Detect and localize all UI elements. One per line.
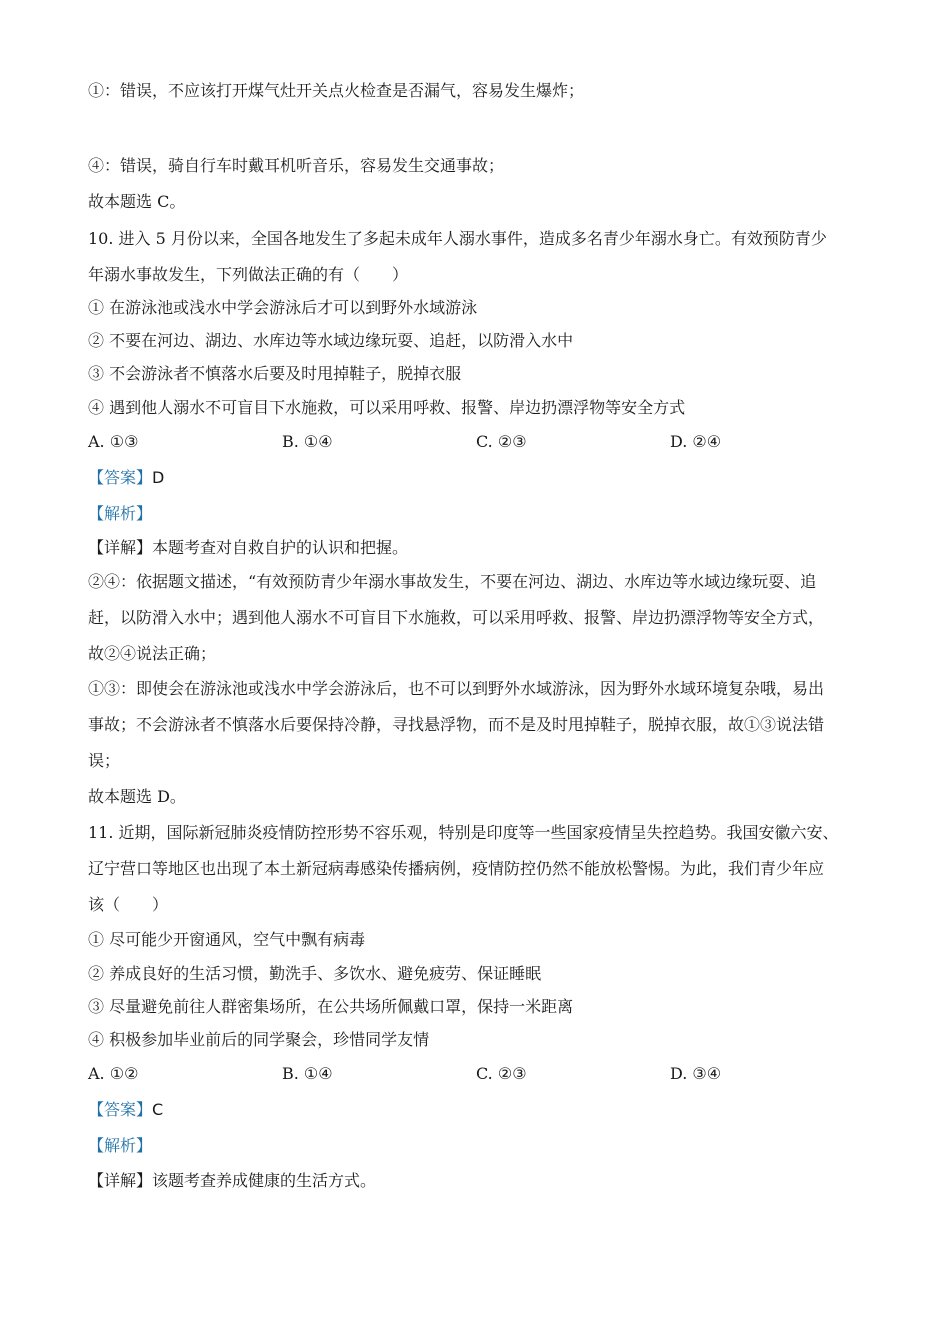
q10-item-3: ③ 不会游泳者不慎落水后要及时甩掉鞋子，脱掉衣服 [88,364,462,383]
q11-answer-tag: 【答案】 [88,1100,153,1119]
q11-analysis-tag: 【解析】 [88,1136,153,1155]
q10-answer [88,467,862,489]
q11-detail-tag: 【详解】 [88,1171,153,1190]
q10-analysis [88,503,862,525]
q10-para2-3: 误； [88,751,121,770]
q11-item-1: ① 尽可能少开窗通风，空气中飘有病毒 [88,930,366,949]
q11-stem-2: 辽宁营口等地区也出现了本土新冠病毒感染传播病例，疫情防控仍然不能放松警惕。为此，我们青少年应 [88,859,825,878]
q10-item-1: ① 在游泳池或浅水中学会游泳后才可以到野外水域游泳 [88,298,478,317]
q11-answer-value: C [152,1100,164,1119]
q11-stem-3: 该（ ） [88,895,169,914]
q10-para1-3: 故②④说法正确； [88,644,217,663]
q11-detail-text: 该题考查养成健康的生活方式。 [152,1171,377,1190]
q11-answer [88,1099,862,1121]
q10-option-b: B. ①④ [282,432,333,451]
q9-line-4: ④：错误，骑自行车时戴耳机听音乐，容易发生交通事故； [88,156,505,175]
q10-stem-1: 10. 进入 5 月份以来，全国各地发生了多起未成年人溺水事件，造成多名青少年溺水身亡。有效预防青少 [88,229,827,248]
q10-option-d: D. ②④ [670,432,722,451]
q10-item-2: ② 不要在河边、湖边、水库边等水域边缘玩耍、追赶，以防滑入水中 [88,331,574,350]
q11-option-b: B. ①④ [282,1064,333,1083]
q10-answer-value: D [152,468,165,487]
q9-conclusion: 故本题选 C。 [88,192,186,211]
q11-analysis [88,1135,862,1157]
q10-detail [88,537,862,559]
q11-stem-1: 11. 近期，国际新冠肺炎疫情防控形势不容乐观，特别是印度等一些国家疫情呈失控趋势。我国安徽六安、 [88,823,839,842]
q10-detail-text: 本题考查对自救自护的认识和把握。 [152,538,409,557]
q10-option-c: C. ②③ [476,432,527,451]
q10-conclusion: 故本题选 D。 [88,787,186,806]
q10-item-4: ④ 遇到他人溺水不可盲目下水施救，可以采用呼救、报警、岸边扔漂浮物等安全方式 [88,398,686,417]
q10-para1-1: ②④：依据题文描述，“有效预防青少年溺水事故发生，不要在河边、湖边、水库边等水域边缘玩耍、追 [88,572,817,591]
q11-item-2: ② 养成良好的生活习惯，勤洗手、多饮水、避免疲劳、保证睡眠 [88,964,542,983]
q11-detail [88,1170,862,1192]
q10-para2-2: 事故；不会游泳者不慎落水后要保持冷静，寻找悬浮物，而不是及时甩掉鞋子，脱掉衣服，故①③说法错 [88,715,825,734]
q10-stem-2: 年溺水事故发生，下列做法正确的有（ ） [88,265,409,284]
q9-line-1: ①：错误，不应该打开煤气灶开关点火检查是否漏气，容易发生爆炸； [88,81,585,100]
q11-option-c: C. ②③ [476,1064,527,1083]
q10-para2-1: ①③：即使会在游泳池或浅水中学会游泳后，也不可以到野外水域游泳，因为野外水域环境复杂哦，易出 [88,679,825,698]
q10-option-a: A. ①③ [88,432,139,451]
q11-option-a: A. ①② [88,1064,139,1083]
q11-option-d: D. ③④ [670,1064,722,1083]
q10-answer-tag: 【答案】 [88,468,153,487]
q10-detail-tag: 【详解】 [88,538,153,557]
q11-item-3: ③ 尽量避免前往人群密集场所，在公共场所佩戴口罩，保持一米距离 [88,997,574,1016]
q10-para1-2: 赶，以防滑入水中；遇到他人溺水不可盲目下水施救，可以采用呼救、报警、岸边扔漂浮物等安全方式， [88,608,825,627]
q11-item-4: ④ 积极参加毕业前后的同学聚会，珍惜同学友情 [88,1030,430,1049]
q10-analysis-tag: 【解析】 [88,504,153,523]
